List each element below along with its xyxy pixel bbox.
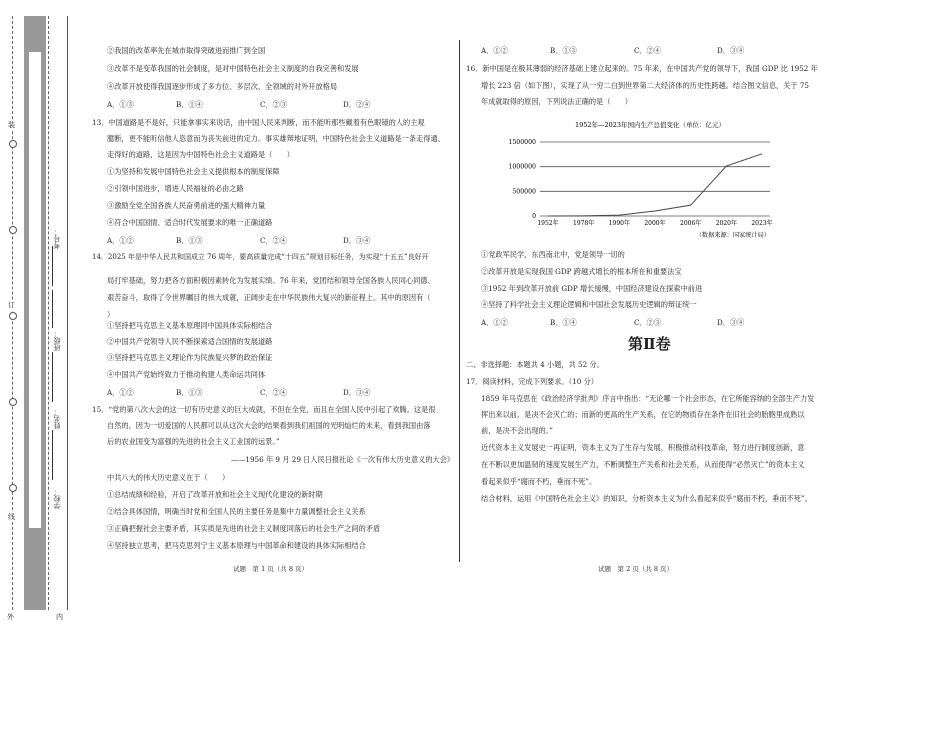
- q15-item: ③正确把握社会主要矛盾，其实质是先进的社会主义制度同落后的社会生产之间的矛盾: [107, 524, 381, 533]
- binding-mark: 订: [8, 301, 15, 309]
- q13-option-b[interactable]: B．①③: [176, 236, 203, 245]
- page-divider: [459, 40, 460, 562]
- q12-item-2: ②我国的改革率先在城市取得突破进而推广到全国: [107, 46, 266, 55]
- q14-item: ②中国共产党领导人民不断探索适合国情的发展道路: [107, 337, 273, 346]
- x-tick-label: 2020年: [715, 220, 737, 227]
- binding-fold-line: [48, 16, 49, 610]
- q13-item: ②引领中国进步，增进人民福祉的必由之路: [107, 184, 244, 193]
- y-tick-label: 1500000: [508, 139, 536, 146]
- school-label: 学校：: [53, 488, 61, 509]
- exam-no-blank: [52, 246, 53, 286]
- q16-stem: 增长 223 倍（如下图），实现了从一穷二白到世界第二大经济体的历史性跨越。结合图文信息，关于 75: [481, 81, 809, 90]
- q15-option-d[interactable]: D．③④: [717, 46, 745, 55]
- chart-title: 1952年—2023年国内生产总值变化（单位：亿元）: [574, 121, 726, 129]
- q14-option-a[interactable]: A．①②: [107, 388, 134, 397]
- q15-item: ①总结成绩和经验，开启了改革开放和社会主义现代化建设的新时期: [107, 490, 323, 499]
- name-blank: [52, 352, 53, 402]
- q17-para2: 在不断以更加温韧的速度发展生产力，不断调整生产关系和社会关系，从而使得“必然灭亡”的资本主义: [481, 460, 805, 469]
- q14-stem: ）: [107, 310, 115, 319]
- q13-stem: 臆断，更不能听信他人恣意而为丧失前进的定力。事实雄辩地证明，中国特色社会主义道路是一条走得通、: [107, 134, 445, 143]
- q14-stem: 局打牢基础，努力把各方面积极因素转化为发展实绩。76 年来，党团结和领导全国各族人民同心同德、: [107, 276, 435, 285]
- x-tick-label: 1978年: [573, 220, 595, 227]
- q16-stem: 16．新中国是在极其薄弱的经济基础上建立起来的。75 年来，在中国共产党的领导下，我国 GDP 比 1952 年: [466, 64, 818, 73]
- binding-hole-icon: [9, 312, 17, 320]
- q16-option-a[interactable]: A．①②: [481, 318, 508, 327]
- q13-option-d[interactable]: D．③④: [343, 236, 371, 245]
- q13-option-c[interactable]: C．②④: [260, 236, 288, 245]
- y-tick-label: 0: [532, 213, 536, 220]
- binding-hole-icon: [9, 140, 17, 148]
- gdp-series-line: [548, 154, 762, 216]
- q15-item: ②结合具体国情，明确当时党和全国人民的主要任务是集中力量调整社会主义关系: [107, 507, 366, 516]
- q16-option-c[interactable]: C．②③: [634, 318, 662, 327]
- q15-stem: 自然的，因为一切爱国的人民都可以从这次大会的结果看到我们祖国的光明灿烂的未来，看到我国由落: [107, 421, 431, 430]
- binding-border-line: [67, 16, 68, 610]
- q17-para2: 看起来似乎“腐而不朽，垂而不死”。: [481, 477, 597, 486]
- q13-item: ④符合中国国情、适合时代发展要求的唯一正确道路: [107, 218, 273, 227]
- q17-para1: 前，是决不会出现的。”: [481, 426, 553, 435]
- q14-item: ④中国共产党始终致力于推动构建人类命运共同体: [107, 370, 266, 379]
- q13-stem: 13．中国道路是不是好，只能拿事实来说话，由中国人民来判断，而不能听那些戴着有色眼镜的人的主观: [92, 118, 425, 127]
- q12-option-a[interactable]: A．①③: [107, 100, 134, 109]
- q12-item-3: ③改革不是变革我国的社会制度，是对中国特色社会主义制度的自我完善和发展: [107, 64, 359, 73]
- binding-hole-icon: [9, 226, 17, 234]
- binding-side-mark: 外: [7, 613, 14, 621]
- chart-source-note: （数据来源：国家统计局）: [695, 232, 770, 239]
- binding-hole-icon: [9, 484, 17, 492]
- q13-stem: 走得好的道路，这是因为中国特色社会主义道路是（ ）: [107, 150, 294, 159]
- school-blank: [52, 430, 53, 480]
- class-blank: [52, 290, 53, 328]
- q15-stem: 后的农业国变为富强的先进的社会主义工业国的远景。”: [107, 437, 280, 446]
- x-tick-label: 2000年: [644, 220, 666, 227]
- part2-intro: 二、非选择题：本题共 4 小题，共 52 分。: [466, 360, 604, 369]
- q16-item: ④坚持了科学社会主义理论逻辑和中国社会发展历史逻辑的辩证统一: [481, 300, 697, 309]
- q14-option-c[interactable]: C．②④: [260, 388, 288, 397]
- q14-item: ①坚持把马克思主义基本原理同中国具体实际相结合: [107, 321, 273, 330]
- q14-stem: 艰苦奋斗，取得了令世界瞩目的伟大成就，正阔步走在中华民族伟大复兴的新征程上。其中的原因有（: [107, 293, 431, 302]
- q16-option-d[interactable]: D．③④: [717, 318, 745, 327]
- q12-option-b[interactable]: B．①④: [176, 100, 203, 109]
- page-footer-right: 试题 第 2 页（共 8 页）: [598, 565, 674, 573]
- q16-item: ①党政军民学，东西南北中，党是领导一切的: [481, 250, 625, 259]
- q15-option-c[interactable]: C．②④: [634, 46, 662, 55]
- q13-option-a[interactable]: A．①②: [107, 236, 134, 245]
- name-label: 姓名：: [53, 408, 61, 429]
- q13-item: ①为坚持和发展中国特色社会主义提供根本的制度保障: [107, 167, 280, 176]
- exam-no-label: 考号：: [53, 228, 61, 249]
- q14-stem: 14．2025 年是中华人民共和国成立 76 周年，要高质量完成“十四五”规划目标任务，为实现“十五五”良好开: [92, 253, 429, 261]
- q17-task: 结合材料，运用《中国特色社会主义》的知识，分析资本主义为什么看起来似乎“腐而不朽，垂而不死”。: [481, 494, 812, 503]
- binding-side-mark: 内: [56, 613, 63, 621]
- q13-item: ③激励全党全国各族人民奋勇前进的强大精神力量: [107, 201, 266, 210]
- q16-stem: 年成就取得的原因，下列说法正确的是（ ）: [481, 97, 632, 106]
- q17-para1: 挥出来以前，是决不会灭亡的；而新的更高的生产关系，在它的物质存在条件在旧社会的胎胞里成熟以: [481, 410, 805, 419]
- q16-item: ③1952 年到改革开放前 GDP 增长缓慢，中国经济建设在探索中前进: [481, 284, 703, 293]
- x-tick-label: 1990年: [608, 220, 630, 227]
- q16-item: ②改革开放是实现我国 GDP 跨越式增长的根本所在和重要法宝: [481, 267, 682, 276]
- q12-option-d[interactable]: D．②④: [343, 100, 371, 109]
- q15-stem: 15．“党的第八次大会的这一切有历史意义的巨大成就，不但在全党，而且在全国人民中引起了欢腾。这是很: [92, 405, 436, 414]
- q15-source: ——1956 年 9 月 29 日人民日报社论《一次有伟大历史意义的大会》: [231, 455, 455, 464]
- x-tick-label: 2006年: [680, 220, 702, 227]
- binding-mark: 装: [8, 121, 15, 129]
- y-tick-label: 500000: [512, 188, 536, 196]
- class-label: 班级：: [53, 330, 61, 351]
- q17-para2: 近代资本主义发展史一再证明，资本主义为了生存与发展，积极推动科技革命，努力进行制度创新，意: [481, 443, 805, 452]
- binding-mark: 线: [8, 513, 15, 521]
- x-tick-label: 1952年: [537, 220, 559, 227]
- q14-option-d[interactable]: D．③④: [343, 388, 371, 397]
- binding-hole-icon: [9, 398, 17, 406]
- page-footer-left: 试题 第 1 页（共 8 页）: [233, 565, 309, 573]
- x-tick-label: 2023年: [751, 220, 773, 227]
- q17-para1: 1859 年马克思在《政治经济学批判》序言中指出：“无论哪一个社会形态，在它所能容纳的全部生产力发: [481, 394, 815, 403]
- q17-head: 17．阅读材料，完成下列要求。（10 分）: [466, 377, 598, 386]
- q15-option-b[interactable]: B．①③: [550, 46, 577, 55]
- q14-item: ③坚持把马克思主义理论作为民族复兴梦的政治保证: [107, 353, 273, 362]
- q16-option-b[interactable]: B．①④: [550, 318, 577, 327]
- gdp-line-chart: [500, 112, 800, 242]
- q12-option-c[interactable]: C．②③: [260, 100, 288, 109]
- binding-gutter-inner: [29, 52, 41, 528]
- section-title: 第Ⅱ卷: [628, 335, 671, 353]
- q15-item: ④坚持独立思考，把马克思列宁主义基本原理与中国革命和建设的具体实际相结合: [107, 541, 366, 550]
- q12-item-4: ④改革开放使得我国逐步形成了多方位、多层次、全领域的对外开放格局: [107, 82, 338, 91]
- q14-option-b[interactable]: B．①③: [176, 388, 203, 397]
- q15-option-a[interactable]: A．①②: [481, 46, 508, 55]
- y-tick-label: 1000000: [508, 163, 536, 171]
- q15-lead: 中共八大的伟大历史意义在于（ ）: [107, 473, 230, 482]
